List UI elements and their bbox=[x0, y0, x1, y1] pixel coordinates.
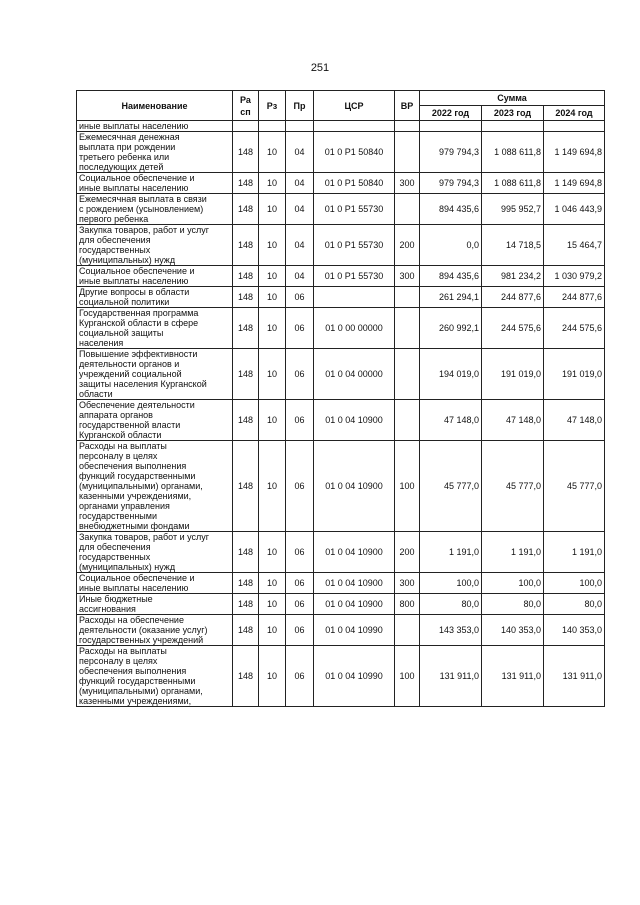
cell-rasp: 148 bbox=[233, 532, 259, 573]
cell-y2023: 191 019,0 bbox=[482, 349, 544, 400]
table-row bbox=[77, 308, 605, 349]
cell-vr: 300 bbox=[395, 173, 420, 194]
cell-csr: 01 0 00 00000 bbox=[314, 308, 395, 349]
cell-name: Ежемесячная денежная выплата при рождении третьего ребенка или последующих детей bbox=[77, 132, 233, 173]
table-row bbox=[77, 173, 605, 194]
page-number: 251 bbox=[310, 62, 330, 74]
cell-y2022: 143 353,0 bbox=[420, 615, 482, 646]
cell-rz: 10 bbox=[259, 194, 286, 225]
cell-csr: 01 0 P1 50840 bbox=[314, 173, 395, 194]
cell-vr: 200 bbox=[395, 225, 420, 266]
cell-rasp: 148 bbox=[233, 308, 259, 349]
cell-y2022: 894 435,6 bbox=[420, 266, 482, 287]
table-row bbox=[77, 132, 605, 173]
cell-rasp: 148 bbox=[233, 173, 259, 194]
cell-csr: 01 0 04 00000 bbox=[314, 349, 395, 400]
cell-y2024: 1 149 694,8 bbox=[544, 132, 605, 173]
cell-csr: 01 0 P1 55730 bbox=[314, 225, 395, 266]
cell-name: Повышение эффективности деятельности органов и учреждений социальной защиты населения Курганской области bbox=[77, 349, 233, 400]
table-row bbox=[77, 194, 605, 225]
table-row bbox=[77, 121, 605, 132]
cell-name: Социальное обеспечение и иные выплаты населению bbox=[77, 266, 233, 287]
table-row bbox=[77, 646, 605, 707]
cell-pr: 04 bbox=[286, 173, 314, 194]
header-sum: Сумма bbox=[420, 91, 605, 106]
budget-table bbox=[76, 90, 605, 707]
cell-pr: 06 bbox=[286, 646, 314, 707]
cell-y2024: 1 046 443,9 bbox=[544, 194, 605, 225]
cell-rz: 10 bbox=[259, 400, 286, 441]
cell-y2024: 131 911,0 bbox=[544, 646, 605, 707]
cell-name: Обеспечение деятельности аппарата органов государственной власти Курганской области bbox=[77, 400, 233, 441]
cell-pr: 06 bbox=[286, 308, 314, 349]
cell-csr: 01 0 04 10900 bbox=[314, 532, 395, 573]
cell-vr bbox=[395, 615, 420, 646]
cell-rz: 10 bbox=[259, 615, 286, 646]
cell-y2022: 45 777,0 bbox=[420, 441, 482, 532]
cell-rasp: 148 bbox=[233, 349, 259, 400]
cell-rz: 10 bbox=[259, 132, 286, 173]
cell-y2023: 131 911,0 bbox=[482, 646, 544, 707]
cell-y2022: 131 911,0 bbox=[420, 646, 482, 707]
cell-name: Ежемесячная выплата в связи с рождением (усыновлением) первого ребенка bbox=[77, 194, 233, 225]
cell-vr: 300 bbox=[395, 266, 420, 287]
cell-rasp: 148 bbox=[233, 615, 259, 646]
cell-csr bbox=[314, 287, 395, 308]
table-row bbox=[77, 349, 605, 400]
cell-y2023: 14 718,5 bbox=[482, 225, 544, 266]
header-pr: Пр bbox=[286, 91, 314, 121]
cell-y2022: 1 191,0 bbox=[420, 532, 482, 573]
cell-csr: 01 0 P1 55730 bbox=[314, 266, 395, 287]
cell-y2023: 1 088 611,8 bbox=[482, 132, 544, 173]
cell-rasp: 148 bbox=[233, 646, 259, 707]
cell-pr: 06 bbox=[286, 532, 314, 573]
cell-pr bbox=[286, 121, 314, 132]
cell-vr: 100 bbox=[395, 441, 420, 532]
cell-csr: 01 0 04 10990 bbox=[314, 615, 395, 646]
cell-y2024: 1 030 979,2 bbox=[544, 266, 605, 287]
table-row bbox=[77, 615, 605, 646]
cell-vr bbox=[395, 287, 420, 308]
cell-y2022 bbox=[420, 121, 482, 132]
cell-rz: 10 bbox=[259, 646, 286, 707]
cell-y2022: 261 294,1 bbox=[420, 287, 482, 308]
cell-vr bbox=[395, 400, 420, 441]
table-row bbox=[77, 287, 605, 308]
cell-vr bbox=[395, 132, 420, 173]
table-row bbox=[77, 266, 605, 287]
cell-name: Другие вопросы в области социальной политики bbox=[77, 287, 233, 308]
cell-rz: 10 bbox=[259, 532, 286, 573]
cell-rz: 10 bbox=[259, 349, 286, 400]
cell-y2022: 100,0 bbox=[420, 573, 482, 594]
header-2024: 2024 год bbox=[544, 106, 605, 121]
cell-rz: 10 bbox=[259, 573, 286, 594]
cell-rz: 10 bbox=[259, 225, 286, 266]
header-2023: 2023 год bbox=[482, 106, 544, 121]
cell-y2022: 0,0 bbox=[420, 225, 482, 266]
cell-vr: 100 bbox=[395, 646, 420, 707]
cell-pr: 06 bbox=[286, 615, 314, 646]
cell-y2022: 894 435,6 bbox=[420, 194, 482, 225]
cell-csr: 01 0 04 10990 bbox=[314, 646, 395, 707]
cell-rasp: 148 bbox=[233, 400, 259, 441]
cell-rasp: 148 bbox=[233, 132, 259, 173]
cell-rasp: 148 bbox=[233, 266, 259, 287]
cell-y2024: 244 877,6 bbox=[544, 287, 605, 308]
cell-name: Расходы на обеспечение деятельности (оказание услуг) государственных учреждений bbox=[77, 615, 233, 646]
cell-rz: 10 bbox=[259, 173, 286, 194]
cell-y2023: 1 191,0 bbox=[482, 532, 544, 573]
cell-y2023: 244 575,6 bbox=[482, 308, 544, 349]
cell-rasp: 148 bbox=[233, 594, 259, 615]
header-rasp: Ра сп bbox=[233, 91, 259, 121]
cell-rz: 10 bbox=[259, 266, 286, 287]
cell-vr: 200 bbox=[395, 532, 420, 573]
cell-csr: 01 0 04 10900 bbox=[314, 594, 395, 615]
table-row bbox=[77, 441, 605, 532]
cell-y2024: 15 464,7 bbox=[544, 225, 605, 266]
cell-pr: 06 bbox=[286, 400, 314, 441]
cell-csr bbox=[314, 121, 395, 132]
cell-y2024 bbox=[544, 121, 605, 132]
cell-pr: 06 bbox=[286, 441, 314, 532]
cell-y2022: 80,0 bbox=[420, 594, 482, 615]
cell-rasp bbox=[233, 121, 259, 132]
cell-y2024: 1 149 694,8 bbox=[544, 173, 605, 194]
cell-y2024: 191 019,0 bbox=[544, 349, 605, 400]
cell-vr bbox=[395, 194, 420, 225]
cell-y2023: 100,0 bbox=[482, 573, 544, 594]
cell-pr: 06 bbox=[286, 594, 314, 615]
cell-y2023: 995 952,7 bbox=[482, 194, 544, 225]
cell-vr bbox=[395, 308, 420, 349]
cell-vr: 800 bbox=[395, 594, 420, 615]
cell-name: Расходы на выплаты персоналу в целях обеспечения выполнения функций государственными (муниципальными) органами, казенными учреждениями, bbox=[77, 646, 233, 707]
cell-rasp: 148 bbox=[233, 441, 259, 532]
cell-vr bbox=[395, 349, 420, 400]
cell-rz bbox=[259, 121, 286, 132]
cell-y2024: 80,0 bbox=[544, 594, 605, 615]
cell-y2024: 47 148,0 bbox=[544, 400, 605, 441]
cell-y2022: 194 019,0 bbox=[420, 349, 482, 400]
cell-name: иные выплаты населению bbox=[77, 121, 233, 132]
cell-y2023: 981 234,2 bbox=[482, 266, 544, 287]
header-csr: ЦСР bbox=[314, 91, 395, 121]
table-row bbox=[77, 594, 605, 615]
cell-name: Государственная программа Курганской области в сфере социальной защиты населения bbox=[77, 308, 233, 349]
cell-y2023: 244 877,6 bbox=[482, 287, 544, 308]
cell-y2022: 979 794,3 bbox=[420, 132, 482, 173]
cell-y2024: 140 353,0 bbox=[544, 615, 605, 646]
cell-rasp: 148 bbox=[233, 225, 259, 266]
cell-name: Расходы на выплаты персоналу в целях обеспечения выполнения функций государственными (муниципальными) органами, казенными учреждениями, органами управления государственными внебюджетными фондами bbox=[77, 441, 233, 532]
cell-y2023: 1 088 611,8 bbox=[482, 173, 544, 194]
cell-y2024: 1 191,0 bbox=[544, 532, 605, 573]
cell-y2023 bbox=[482, 121, 544, 132]
cell-vr: 300 bbox=[395, 573, 420, 594]
table-body bbox=[77, 121, 605, 707]
cell-y2023: 80,0 bbox=[482, 594, 544, 615]
cell-csr: 01 0 04 10900 bbox=[314, 573, 395, 594]
cell-pr: 06 bbox=[286, 287, 314, 308]
cell-vr bbox=[395, 121, 420, 132]
cell-rz: 10 bbox=[259, 441, 286, 532]
cell-y2024: 45 777,0 bbox=[544, 441, 605, 532]
cell-name: Закупка товаров, работ и услуг для обеспечения государственных (муниципальных) нужд bbox=[77, 225, 233, 266]
cell-rasp: 148 bbox=[233, 194, 259, 225]
header-rz: Рз bbox=[259, 91, 286, 121]
cell-y2023: 140 353,0 bbox=[482, 615, 544, 646]
cell-rasp: 148 bbox=[233, 287, 259, 308]
cell-y2023: 47 148,0 bbox=[482, 400, 544, 441]
table-row bbox=[77, 400, 605, 441]
cell-pr: 04 bbox=[286, 266, 314, 287]
cell-y2024: 244 575,6 bbox=[544, 308, 605, 349]
cell-pr: 06 bbox=[286, 349, 314, 400]
cell-pr: 06 bbox=[286, 573, 314, 594]
cell-pr: 04 bbox=[286, 225, 314, 266]
cell-rasp: 148 bbox=[233, 573, 259, 594]
cell-pr: 04 bbox=[286, 132, 314, 173]
cell-csr: 01 0 P1 50840 bbox=[314, 132, 395, 173]
table-row bbox=[77, 573, 605, 594]
cell-y2022: 260 992,1 bbox=[420, 308, 482, 349]
table-row bbox=[77, 225, 605, 266]
table-row bbox=[77, 532, 605, 573]
cell-csr: 01 0 04 10900 bbox=[314, 400, 395, 441]
cell-csr: 01 0 P1 55730 bbox=[314, 194, 395, 225]
cell-y2024: 100,0 bbox=[544, 573, 605, 594]
cell-name: Социальное обеспечение и иные выплаты населению bbox=[77, 573, 233, 594]
cell-pr: 04 bbox=[286, 194, 314, 225]
header-vr: ВР bbox=[395, 91, 420, 121]
cell-y2022: 47 148,0 bbox=[420, 400, 482, 441]
cell-name: Социальное обеспечение и иные выплаты населению bbox=[77, 173, 233, 194]
header-name: Наименование bbox=[77, 91, 233, 121]
cell-name: Иные бюджетные ассигнования bbox=[77, 594, 233, 615]
cell-name: Закупка товаров, работ и услуг для обеспечения государственных (муниципальных) нужд bbox=[77, 532, 233, 573]
cell-rz: 10 bbox=[259, 594, 286, 615]
cell-csr: 01 0 04 10900 bbox=[314, 441, 395, 532]
cell-y2023: 45 777,0 bbox=[482, 441, 544, 532]
cell-y2022: 979 794,3 bbox=[420, 173, 482, 194]
header-2022: 2022 год bbox=[420, 106, 482, 121]
cell-rz: 10 bbox=[259, 287, 286, 308]
cell-rz: 10 bbox=[259, 308, 286, 349]
